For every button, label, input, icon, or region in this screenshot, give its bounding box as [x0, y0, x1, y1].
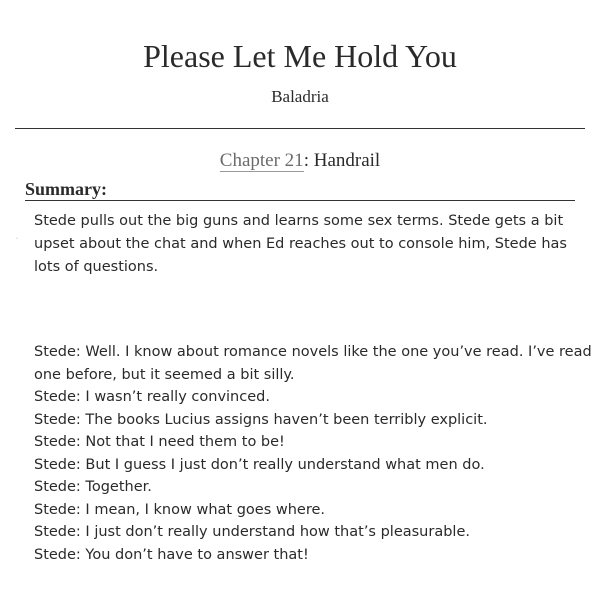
- body-line: Stede: Not that I need them to be!: [34, 434, 285, 450]
- summary-text: Stede pulls out the big guns and learns some sex terms. Stede gets a bit upset about the chat and when Ed reaches out to console him, Stede has lots of questions.: [34, 213, 567, 275]
- chapter-number-link[interactable]: Chapter 21: [219, 150, 304, 171]
- chapter-title: Handrail: [308, 150, 381, 171]
- author-link[interactable]: Baladria: [271, 87, 329, 106]
- body-line: Stede: I just don’t really understand how that’s pleasurable.: [34, 524, 470, 540]
- body-line: Stede: Well. I know about romance novels like the one you’ve read. I’ve read one before, but it seemed a bit silly.: [34, 344, 592, 383]
- author-byline: [0, 86, 600, 108]
- body-line: Stede: The books Lucius assigns haven’t been terribly explicit.: [34, 411, 488, 428]
- chapter-separator: :: [303, 150, 309, 171]
- chapter-heading: [0, 148, 600, 174]
- body-line: Stede: I wasn’t really convinced.: [34, 389, 270, 405]
- summary-bullet-icon: ·: [16, 236, 18, 242]
- chapter-body: [34, 341, 594, 566]
- body-line: Stede: Together.: [34, 479, 152, 495]
- body-line: Stede: I mean, I know what goes where.: [34, 501, 325, 518]
- header-divider: [15, 128, 585, 129]
- body-line: Stede: You don’t have to answer that!: [34, 546, 309, 563]
- work-title: Please Let Me Hold You: [143, 38, 457, 74]
- body-line: Stede: But I guess I just don’t really understand what men do.: [34, 456, 485, 473]
- summary-heading: Summary:: [25, 178, 575, 201]
